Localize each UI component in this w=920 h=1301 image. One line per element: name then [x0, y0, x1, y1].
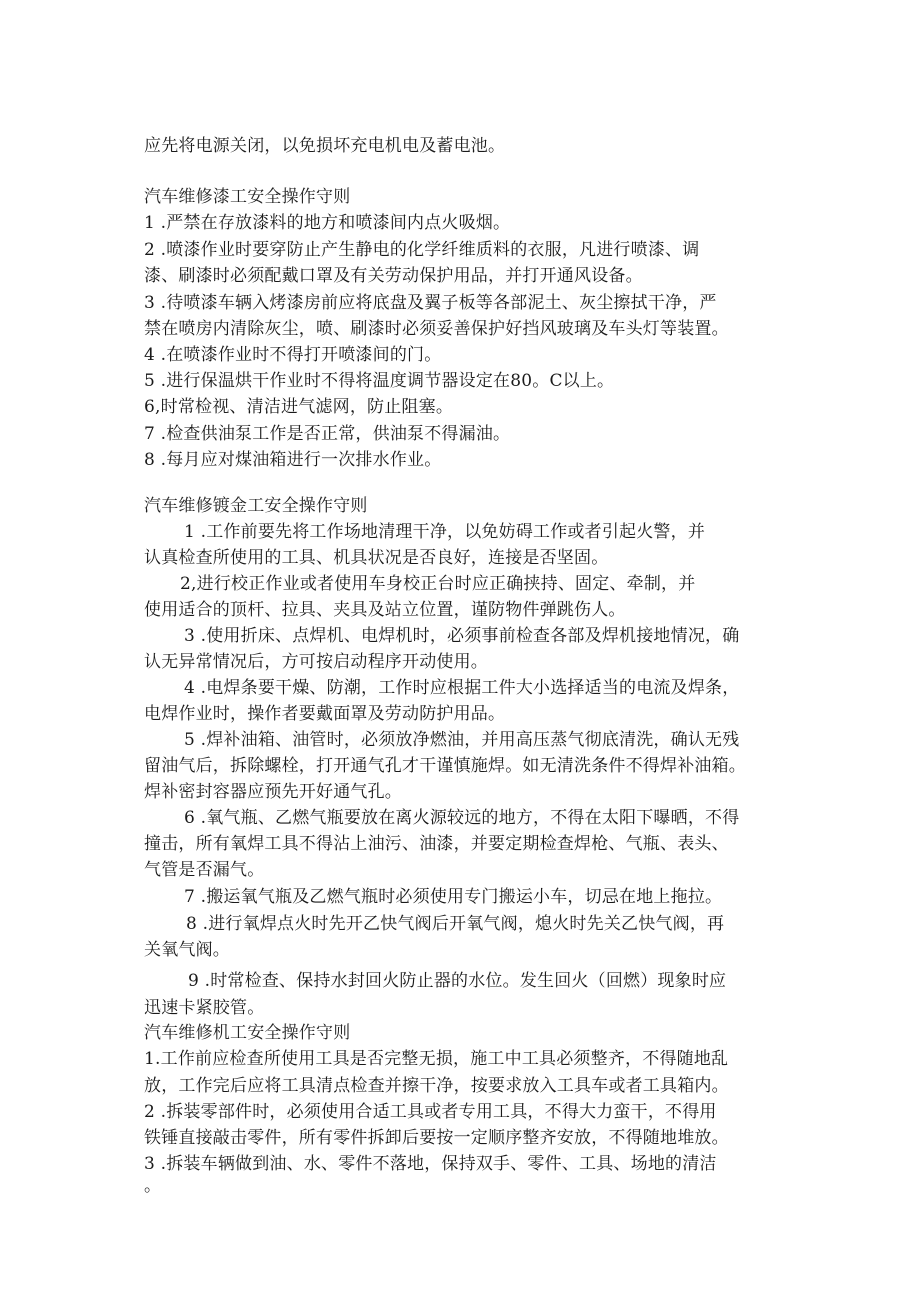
- sheetmetal-rule-line: 9 .时常检查、保持水封回火防止器的水位。发生回火（回燃）现象时应: [188, 971, 727, 991]
- mechanic-rule-line: 2 .拆装零部件时，必须使用合适工具或者专用工具，不得大力蛮干，不得用: [144, 1102, 717, 1122]
- section-title-sheetmetal: 汽车维修镀金工安全操作守则: [144, 496, 368, 516]
- paint-rule-line: 3 .待喷漆车辆入烤漆房前应将底盘及翼子板等各部泥土、灰尘擦拭干净，严: [144, 293, 717, 313]
- sheetmetal-rule-line: 关氧气阀。: [144, 940, 230, 960]
- sheetmetal-rule-line: 焊补密封容器应预先开好通气孔。: [144, 782, 402, 802]
- paint-rule-line: 4 .在喷漆作业时不得打开喷漆间的门。: [144, 345, 442, 365]
- sheetmetal-rule-line: 撞击，所有氧焊工具不得沾上油污、油漆，并要定期检查焊枪、气瓶、表头、: [144, 834, 729, 854]
- mechanic-rule-line: 铁锤直接敲击零件，所有零件拆卸后要按一定顺序整齐安放，不得随地堆放。: [144, 1128, 729, 1148]
- paint-rule-line: 6,时常检视、清洁进气滤网，防止阻塞。: [144, 397, 454, 417]
- paint-rule-line: 漆、刷漆时必须配戴口罩及有关劳动保护用品，并打开通风设备。: [144, 266, 643, 286]
- sheetmetal-rule-line: 使用适合的顶杆、拉具、夹具及站立位置，谨防物件弹跳伤人。: [144, 600, 626, 620]
- mechanic-rule-line: 3 .拆装车辆做到油、水、零件不落地，保持双手、零件、工具、场地的清洁: [144, 1154, 717, 1174]
- mechanic-rule-line: 。: [144, 1176, 162, 1196]
- paint-rule-line: 7 .检查供油泵工作是否正常，供油泵不得漏油。: [144, 424, 511, 444]
- mechanic-rule-line: 1.工作前应检查所使用工具是否完整无损，施工中工具必须整齐，不得随地乱: [144, 1049, 729, 1069]
- sheetmetal-rule-line: 6 .氧气瓶、乙燃气瓶要放在离火源较远的地方，不得在太阳下曝晒，不得: [184, 808, 740, 828]
- sheetmetal-rule-line: 留油气后，拆除螺栓，打开通气孔才干谨慎施焊。如无清洗条件不得焊补油箱。: [144, 756, 746, 776]
- sheetmetal-rule-line: 认真检查所使用的工具、机具状况是否良好，连接是否坚固。: [144, 548, 609, 568]
- paint-rule-line: 5 .进行保温烘干作业时不得将温度调节器设定在80。C以上。: [144, 371, 615, 391]
- sheetmetal-rule-line: 7 .搬运氧气瓶及乙燃气瓶时必须使用专门搬运小车，切忌在地上拖拉。: [184, 887, 723, 907]
- paint-rule-line: 8 .每月应对煤油箱进行一次排水作业。: [144, 450, 442, 470]
- section-title-paint: 汽车维修漆工安全操作守则: [144, 187, 351, 207]
- sheetmetal-rule-line: 认无异常情况后，方可按启动程序开动使用。: [144, 652, 488, 672]
- sheetmetal-rule-line: 电焊作业时，操作者要戴面罩及劳动防护用品。: [144, 704, 506, 724]
- paint-rule-line: 1 .严禁在存放漆料的地方和喷漆间内点火吸烟。: [144, 213, 511, 233]
- section-title-mechanic: 汽车维修机工安全操作守则: [144, 1023, 351, 1043]
- sheetmetal-rule-line: 1 .工作前要先将工作场地清理干净，以免妨碍工作或者引起火警，并: [184, 522, 706, 542]
- sheetmetal-rule-line: 4 .电焊条要干燥、防潮，工作时应根据工件大小选择适当的电流及焊条，: [184, 678, 740, 698]
- sheetmetal-rule-line: 5 .焊补油箱、油管时，必须放净燃油，并用高压蒸气彻底清洗，确认无残: [184, 730, 740, 750]
- sheetmetal-rule-line: 迅速卡紧胶管。: [144, 998, 265, 1018]
- paint-rule-line: 2 .喷漆作业时要穿防止产生静电的化学纤维质料的衣服，凡进行喷漆、调: [144, 240, 700, 260]
- paint-rule-line: 禁在喷房内清除灰尘，喷、刷漆时必须妥善保护好挡风玻璃及车头灯等装置。: [144, 319, 729, 339]
- intro-line: 应先将电源关闭，以免损坏充电机电及蓄电池。: [144, 136, 506, 156]
- sheetmetal-rule-line: 2,进行校正作业或者使用车身校正台时应正确挟持、固定、牵制，并: [180, 574, 696, 594]
- mechanic-rule-line: 放，工作完后应将工具清点检查并擦干净，按要求放入工具车或者工具箱内。: [144, 1076, 729, 1096]
- sheetmetal-rule-line: 8 .进行氧焊点火时先开乙快气阀后开氧气阀，熄火时先关乙快气阀，再: [186, 914, 725, 934]
- sheetmetal-rule-line: 3 .使用折床、点焊机、电焊机时，必须事前检查各部及焊机接地情况，确: [184, 626, 740, 646]
- sheetmetal-rule-line: 气管是否漏气。: [144, 860, 265, 880]
